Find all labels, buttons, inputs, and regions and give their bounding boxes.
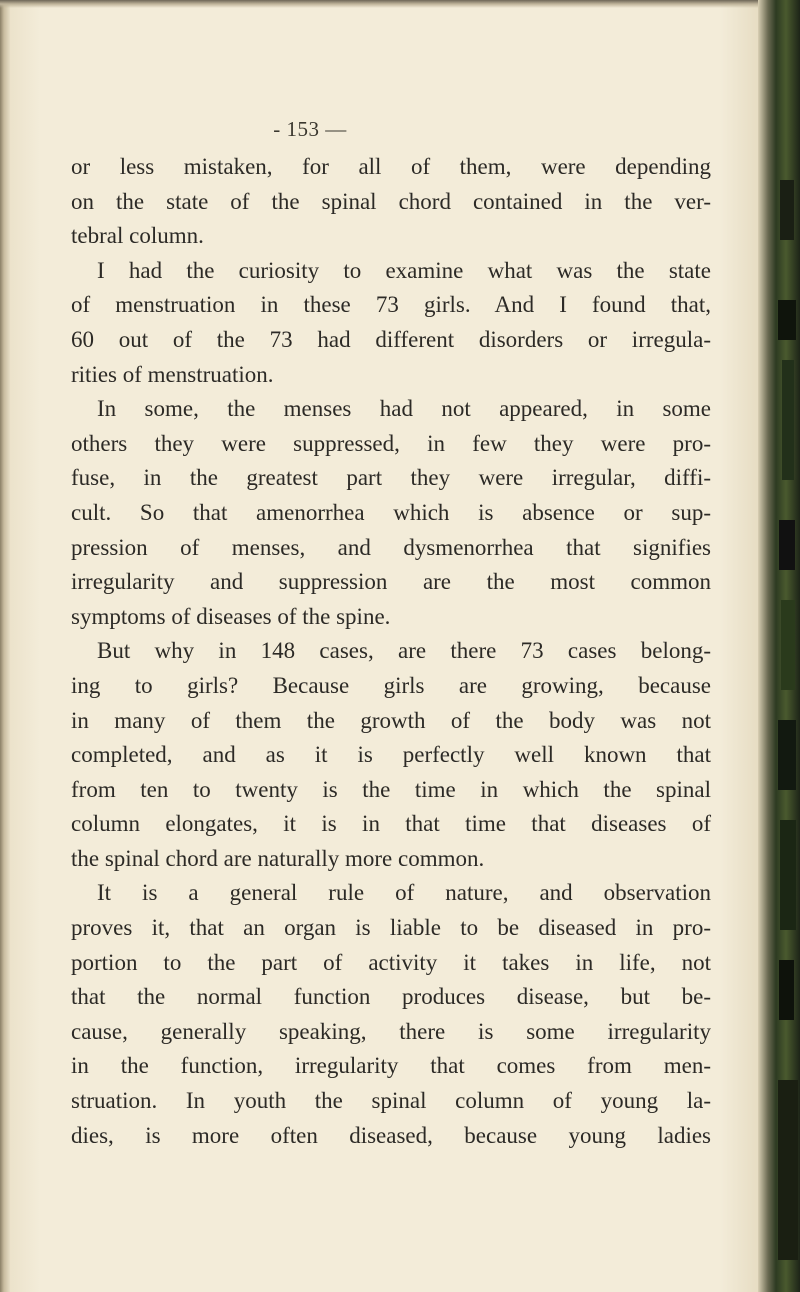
page-number: - 153 —: [273, 117, 347, 141]
text-line: pression of menses, and dysmenorrhea that signifies: [71, 534, 711, 560]
text-line: or less mistaken, for all of them, were depending: [71, 154, 711, 179]
text-line: cult. So that amenorrhea which is absence or sup-: [71, 499, 711, 525]
text-line: on the state of the spinal chord contained in the ver-: [71, 188, 711, 214]
text-line: others they were suppressed, in few they were pro-: [71, 430, 711, 456]
text-line: in many of them the growth of the body was not: [71, 707, 711, 733]
text-line: proves it, that an organ is liable to be diseased in pro-: [71, 915, 711, 941]
text-line: fuse, in the greatest part they were irregular, diffi-: [71, 465, 711, 491]
text-line: the spinal chord are naturally more common.: [71, 845, 485, 871]
text-line: that the normal function produces disease, but be-: [71, 984, 711, 1010]
text-line: column elongates, it is in that time that diseases of: [71, 811, 711, 837]
text-line: struation. In youth the spinal column of young la-: [71, 1088, 711, 1114]
page-top-edge: [0, 0, 800, 8]
text-line: symptoms of diseases of the spine.: [71, 603, 391, 629]
page-left-edge: [0, 0, 10, 1292]
text-line: of menstruation in these 73 girls. And I found that,: [71, 292, 711, 318]
binding-marks: [776, 0, 800, 1292]
body-text: [71, 150, 711, 1153]
text-line: It is a general rule of nature, and observation: [97, 880, 711, 906]
text-line: rities of menstruation.: [71, 361, 274, 387]
text-line: portion to the part of activity it takes in life, not: [71, 949, 711, 975]
text-line: I had the curiosity to examine what was the state: [97, 257, 711, 283]
text-line: dies, is more often diseased, because young ladies: [71, 1122, 711, 1148]
text-line: completed, and as it is perfectly well known that: [71, 742, 711, 768]
text-line: in the function, irregularity that comes from men-: [71, 1053, 711, 1079]
text-line: ing to girls? Because girls are growing, because: [71, 672, 711, 698]
text-line: 60 out of the 73 had different disorders or irregula-: [71, 326, 711, 352]
text-line: irregularity and suppression are the most common: [71, 569, 711, 595]
text-line: cause, generally speaking, there is some irregularity: [71, 1018, 711, 1044]
text-line: But why in 148 cases, are there 73 cases belong-: [97, 638, 711, 664]
text-line: In some, the menses had not appeared, in some: [97, 396, 711, 422]
text-line: from ten to twenty is the time in which the spinal: [71, 776, 711, 802]
text-line: tebral column.: [71, 223, 204, 249]
